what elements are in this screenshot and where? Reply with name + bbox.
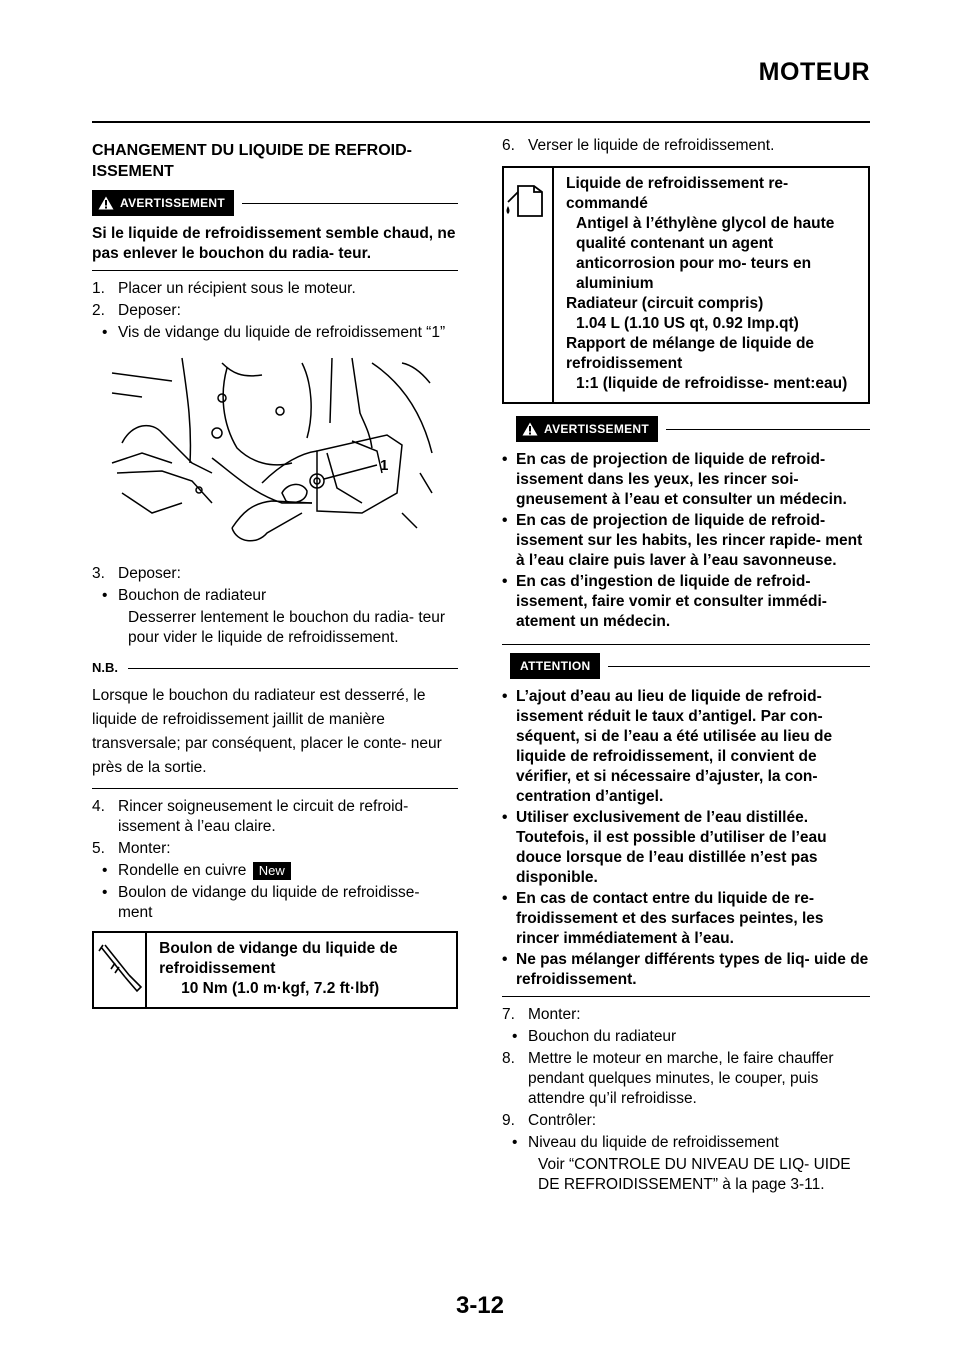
bullet-text: Ne pas mélanger différents types de liq- uide de refroidissement. <box>516 951 869 988</box>
step-text: Verser le liquide de refroidissement. <box>528 137 775 154</box>
warning-badge <box>516 416 658 442</box>
step-9 <box>502 1111 870 1131</box>
step-text: Mettre le moteur en marche, le faire chauffer pendant quelques minutes, le couper, puis attendre qu’il refroidisse. <box>528 1050 834 1107</box>
step-7-bullet <box>512 1027 870 1047</box>
step-number: 3. <box>92 565 105 582</box>
step-8 <box>502 1049 870 1109</box>
step-2 <box>92 301 458 321</box>
warning-header-right <box>502 416 870 442</box>
attention-badge: ATTENTION <box>510 653 600 679</box>
step-text: Contrôler: <box>528 1112 597 1129</box>
bullet-text: Bouchon de radiateur <box>118 587 267 604</box>
bullet-dot: • <box>102 862 108 879</box>
warning-bullet-1 <box>502 450 870 510</box>
step-4 <box>92 797 458 837</box>
figure-callout-1: 1 <box>380 457 389 474</box>
bullet-dot: • <box>102 587 108 604</box>
attention-rule <box>608 666 870 667</box>
step-number: 7. <box>502 1006 515 1023</box>
coolant-spec-line-2: Antigel à l’éthylène glycol de haute qualité contenant un agent anticorrosion pour mo- teurs en aluminium <box>576 215 835 292</box>
torque-spec-value: 10 Nm (1.0 m·kgf, 7.2 ft·lbf) <box>181 980 380 997</box>
warning-bullet-2 <box>502 511 870 571</box>
step-9-note: Voir “CONTROLE DU NIVEAU DE LIQ- UIDE DE REFROIDISSEMENT” à la page 3-11. <box>538 1156 851 1193</box>
step-text: Monter: <box>528 1006 581 1023</box>
torque-spec-title: Boulon de vidange du liquide de refroidissement <box>159 940 398 977</box>
coolant-spec-line-6: 1:1 (liquide de refroidisse- ment:eau) <box>576 375 848 392</box>
step-text: Deposer: <box>118 302 181 319</box>
step-number: 6. <box>502 137 515 154</box>
step-3-note: Desserrer lentement le bouchon du radia- teur pour vider le liquide de refroidissement. <box>128 609 446 646</box>
step-text: Deposer: <box>118 565 181 582</box>
warning-triangle-icon <box>98 196 114 210</box>
bullet-dot: • <box>502 688 508 705</box>
oil-can-icon <box>504 176 552 220</box>
warning-rule <box>242 203 458 204</box>
torque-wrench-icon-cell <box>94 933 147 1007</box>
coolant-spec-line-5: Rapport de mélange de liquide de refroidissement <box>566 335 815 372</box>
bullet-dot: • <box>102 324 108 341</box>
bullet-text: Vis de vidange du liquide de refroidissement “1” <box>118 324 446 341</box>
step-number: 4. <box>92 798 105 815</box>
warning-badge <box>92 190 234 216</box>
nb-header <box>92 658 458 678</box>
coolant-spec-line-3: Radiateur (circuit compris) <box>566 295 764 312</box>
warning-text: Si le liquide de refroidissement semble chaud, ne pas enlever le bouchon du radia- teur. <box>92 225 456 262</box>
step-number: 5. <box>92 840 105 857</box>
step-2-bullet <box>102 323 458 343</box>
step-number: 9. <box>502 1112 515 1129</box>
warning-label: AVERTISSEMENT <box>120 196 226 210</box>
header-rule <box>92 121 870 123</box>
step-text: Rincer soigneusement le circuit de refroid- issement à l’eau claire. <box>118 798 409 835</box>
bullet-dot: • <box>502 951 508 968</box>
page-header-title: MOTEUR <box>758 58 870 86</box>
engine-drain-illustration <box>102 353 442 548</box>
step-5-bullet-1 <box>102 861 458 881</box>
bullet-dot: • <box>502 451 508 468</box>
bullet-dot: • <box>502 512 508 529</box>
nb-rule <box>128 668 458 669</box>
warning-bullet-3 <box>502 572 870 632</box>
step-number: 8. <box>502 1050 515 1067</box>
step-5 <box>92 839 458 859</box>
page-number: 3-12 <box>455 1292 505 1319</box>
bullet-dot: • <box>102 884 108 901</box>
oil-can-icon-cell <box>504 168 554 402</box>
bullet-dot: • <box>502 890 508 907</box>
bullet-dot: • <box>502 809 508 826</box>
bullet-dot: • <box>512 1028 518 1045</box>
step-number: 1. <box>92 280 105 297</box>
torque-spec-body <box>147 933 456 1007</box>
bullet-dot: • <box>502 573 508 590</box>
bullet-text: Utiliser exclusivement de l’eau distillée. Toutefois, il est possible d’utiliser de l’eau douce lorsque de l’eau distillée n’est pas disponible. <box>516 809 827 886</box>
warning-end-rule <box>92 270 458 271</box>
step-text: Placer un récipient sous le moteur. <box>118 280 356 297</box>
bullet-text <box>118 861 458 881</box>
step-6 <box>502 136 870 156</box>
attention-bullet-3 <box>502 889 870 949</box>
bullet-text: En cas de contact entre du liquide de re- froidissement et des surfaces peintes, les rincer immédiatement à l’eau. <box>516 890 824 947</box>
bullet-text: Bouchon du radiateur <box>528 1028 677 1045</box>
warning-triangle-icon <box>522 422 538 436</box>
new-part-badge: New <box>253 862 291 880</box>
step-text: Monter: <box>118 840 171 857</box>
bullet-text: Niveau du liquide de refroidissement <box>528 1134 779 1151</box>
step-3-bullet <box>102 586 458 606</box>
bullet-text: En cas de projection de liquide de refroid- issement sur les habits, les rincer rapide- ment à l’eau claire puis laver à l’eau savonneuse. <box>516 512 863 569</box>
warning-header <box>92 190 458 216</box>
attention-bullet-1 <box>502 687 870 807</box>
bullet-text: En cas de projection de liquide de refroid- issement dans les yeux, les rincer soi- gneusement à l’eau et consulter un médecin. <box>516 451 847 508</box>
coolant-spec-line-4: 1.04 L (1.10 US qt, 0.92 Imp.qt) <box>576 315 799 332</box>
attention-bullet-2 <box>502 808 870 888</box>
bullet-text: En cas d’ingestion de liquide de refroid- issement, faire vomir et consulter immédi- atement un médecin. <box>516 573 827 630</box>
step-3 <box>92 564 458 584</box>
torque-spec-box <box>92 931 458 1009</box>
attention-bullet-4 <box>502 950 870 990</box>
nb-text: Lorsque le bouchon du radiateur est desserré, le liquide de refroidissement jaillit de manière transversale; par conséquent, placer le conte- neur près de la sortie. <box>92 687 442 776</box>
section-title: CHANGEMENT DU LIQUIDE DE REFROID- ISSEMENT <box>92 142 412 180</box>
bullet-dot: • <box>512 1134 518 1151</box>
coolant-spec-line-1: Liquide de refroidissement re- commandé <box>566 175 789 212</box>
attention-end-rule <box>502 996 870 997</box>
step-7 <box>502 1005 870 1025</box>
torque-wrench-icon <box>95 941 145 997</box>
bullet-text: L’ajout d’eau au lieu de liquide de refroid- issement réduit le taux d’antigel. Par con- séquent, si de l’eau a été utilisée au lieu de liquide de refroidissement, il convient de vérifier, et si nécessaire d’ajuster, la con- centration d’antigel. <box>516 688 833 805</box>
coolant-spec-box <box>502 166 870 404</box>
right-column <box>502 134 870 1195</box>
coolant-spec-body <box>554 168 868 402</box>
attention-header <box>502 653 870 679</box>
bullet-text-label: Rondelle en cuivre <box>118 862 247 879</box>
bullet-text: Boulon de vidange du liquide de refroidisse- ment <box>118 884 420 921</box>
step-5-bullet-2 <box>102 883 458 923</box>
nb-label: N.B. <box>92 660 118 675</box>
warning-label: AVERTISSEMENT <box>544 422 650 436</box>
nb-end-rule <box>92 788 458 789</box>
step-1 <box>92 279 458 299</box>
step-number: 2. <box>92 302 105 319</box>
warning-end-rule <box>502 644 870 645</box>
step-9-bullet <box>512 1133 870 1153</box>
left-column <box>92 140 458 1017</box>
warning-rule <box>666 429 870 430</box>
